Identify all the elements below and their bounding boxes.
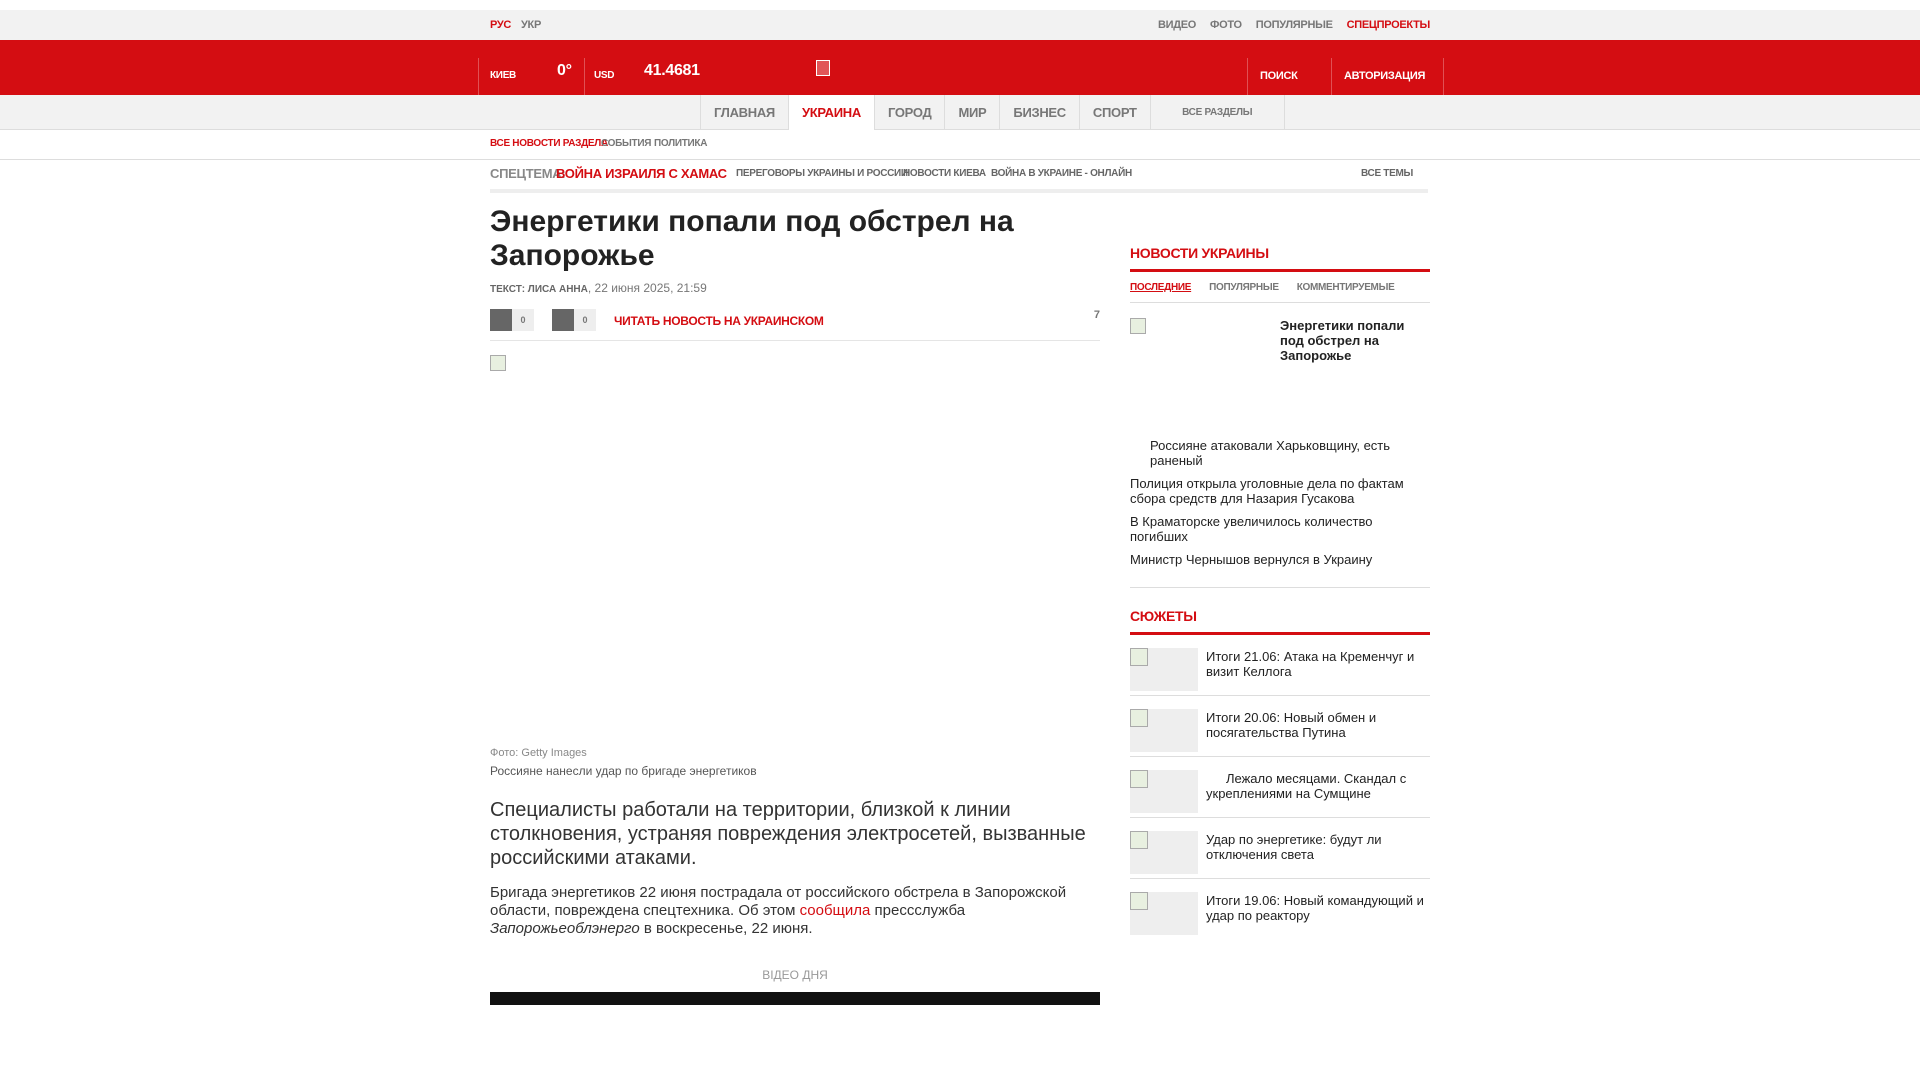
body-text: Бригада энергетиков 22 июня пострадала от российского обстрела в Запорожской области, повреждена спецтехника. Об этом [490,884,1067,919]
story-thumbnail[interactable] [1130,892,1198,935]
divider [1247,58,1248,95]
story-thumbnail[interactable] [1130,648,1198,691]
lang-ru-link[interactable]: РУС [490,19,512,31]
story-title[interactable]: Итоги 21.06: Атака на Кременчуг и визит Келлога [1206,649,1415,679]
topic-link[interactable]: ВОЙНА В УКРАИНЕ - ОНЛАЙН [991,168,1132,179]
currency-code[interactable]: USD [594,70,615,81]
broken-image-icon [490,355,506,371]
broken-image-icon [1130,318,1146,334]
article-date: , 22 июня 2025, 21:59 [587,281,707,295]
article-byline [490,281,1100,295]
subnav-all-news[interactable]: ВСЕ НОВОСТИ РАЗДЕЛА [490,138,608,149]
search-button[interactable]: ПОИСК [1260,70,1298,82]
share-row [490,309,1100,341]
topic-link[interactable]: НОВОСТИ КИЕВА [903,168,986,179]
video-player[interactable] [490,992,1100,1005]
all-topics-link[interactable]: ВСЕ ТЕМЫ [1361,168,1414,179]
sidebar [1130,245,1430,940]
photo-credit: Фото: Getty Images [490,747,587,759]
comments-count[interactable]: 7 [1093,309,1100,321]
weather-city[interactable]: КИЕВ [490,70,516,81]
top-utility-bar [0,10,1920,40]
article-author[interactable]: ТЕКСТ: ЛИСА АННА [490,284,588,295]
divider [478,58,479,95]
photo-link[interactable]: ФОТО [1210,19,1242,31]
photo-caption: Россияне нанесли удар по бригаде энергетиков [490,764,757,778]
site-header [0,40,1920,95]
tab-sport[interactable]: СПОРТ [1080,95,1151,130]
divider [1331,58,1332,95]
story-title[interactable]: Итоги 20.06: Новый обмен и посягательства Путина [1206,710,1377,740]
video-of-day-label: ВІДЕО ДНЯ [762,968,828,982]
video-link[interactable]: ВИДЕО [1157,19,1197,31]
share-button[interactable] [552,309,596,331]
read-in-ukrainian-link[interactable]: ЧИТАТЬ НОВОСТЬ НА УКРАИНСКОМ [614,314,824,328]
sub-nav [0,130,1920,160]
story-item[interactable] [1130,635,1430,696]
story-thumbnail[interactable] [1130,709,1198,752]
tab-city[interactable]: ГОРОД [875,95,946,130]
source-link[interactable]: сообщила [799,902,871,919]
divider [584,58,585,95]
story-item[interactable] [1130,818,1430,879]
share-count: 0 [574,309,596,331]
sidebar-news-heading[interactable]: НОВОСТИ УКРАИНЫ [1130,245,1430,272]
subnav-events[interactable]: СОБЫТИЯ [601,138,652,149]
twitter-icon [552,309,574,331]
sidebar-news-list [1130,438,1430,588]
facebook-icon [490,309,512,331]
tab-latest[interactable]: ПОСЛЕДНИЕ [1130,282,1192,293]
story-title[interactable]: Удар по энергетике: будут ли отключения света [1206,832,1382,862]
special-topics-bar [490,160,1428,193]
list-item[interactable] [1130,438,1430,468]
main-nav [0,95,1920,130]
weather-temperature: 0° [557,62,572,79]
site-logo-icon[interactable] [816,60,830,76]
story-item[interactable] [1130,757,1430,818]
list-item[interactable]: Полиция открыла уголовные дела по фактам сбора средств для Назария Гусакова [1130,476,1404,506]
news-link[interactable]: Россияне атаковали Харьковщину, есть раненый [1150,438,1391,468]
article-body [490,884,1100,938]
tab-business[interactable]: БИЗНЕС [1000,95,1079,130]
subnav-politics[interactable]: ПОЛИТИКА [654,138,708,149]
article-title: Энергетики попали под обстрел на Запорожье [490,205,1014,272]
story-item[interactable] [1130,696,1430,757]
share-count: 0 [512,309,534,331]
story-item[interactable] [1130,879,1430,940]
body-text: в воскресенье, 22 июня. [639,920,813,937]
list-item[interactable]: В Краматорске увеличилось количество погибших [1130,514,1373,544]
story-title[interactable]: Лежало месяцами. Скандал с укреплениями на Сумщине [1206,771,1407,801]
nav-tabs [700,95,1285,130]
lang-ua-link[interactable]: УКР [521,19,541,31]
sidebar-top-news[interactable] [1130,318,1430,438]
special-topic-main-link[interactable]: ВОЙНА ИЗРАИЛЯ С ХАМАС [556,166,727,181]
story-thumbnail[interactable] [1130,831,1198,874]
currency-rate: 41.4681 [644,62,700,79]
tab-all-sections[interactable]: ВСЕ РАЗДЕЛЫ [1151,95,1285,130]
tab-world[interactable]: МИР [945,95,1000,130]
body-text: пресcслужба [870,902,966,919]
list-item[interactable]: Министр Чернышов вернулся в Украину [1130,552,1373,567]
divider [1443,58,1444,95]
popular-link[interactable]: ПОПУЛЯРНЫЕ [1255,19,1333,31]
sidebar-tabs [1130,272,1430,303]
tab-commented[interactable]: КОММЕНТИРУЕМЫЕ [1296,282,1395,293]
article [490,205,1100,1005]
share-button[interactable] [490,309,534,331]
story-title[interactable]: Итоги 19.06: Новый командующий и удар по реактору [1206,893,1424,923]
sidebar-top-news-title[interactable]: Энергетики попали под обстрел на Запорожье [1280,318,1405,363]
story-thumbnail[interactable] [1130,770,1198,813]
tab-home[interactable]: ГЛАВНАЯ [701,95,789,130]
article-lead: Специалисты работали на территории, близкой к линии столкновения, устраняя повреждения электросетей, вызванные российскими атаками. [490,799,1086,869]
article-photo [490,355,1100,745]
sidebar-stories-heading[interactable]: СЮЖЕТЫ [1130,608,1430,635]
tab-popular[interactable]: ПОПУЛЯРНЫЕ [1209,282,1279,293]
special-projects-link[interactable]: СПЕЦПРОЕКТЫ [1346,19,1430,31]
topic-link[interactable]: ПЕРЕГОВОРЫ УКРАИНЫ И РОССИИ [736,168,908,179]
login-button[interactable]: АВТОРИЗАЦИЯ [1344,70,1426,82]
tab-ukraine[interactable]: УКРАИНА [789,95,875,130]
body-italic: Запорожьеоблэнерго [490,920,640,937]
top-links [1158,19,1430,31]
special-topic-label: СПЕЦТЕМА: [490,166,566,181]
